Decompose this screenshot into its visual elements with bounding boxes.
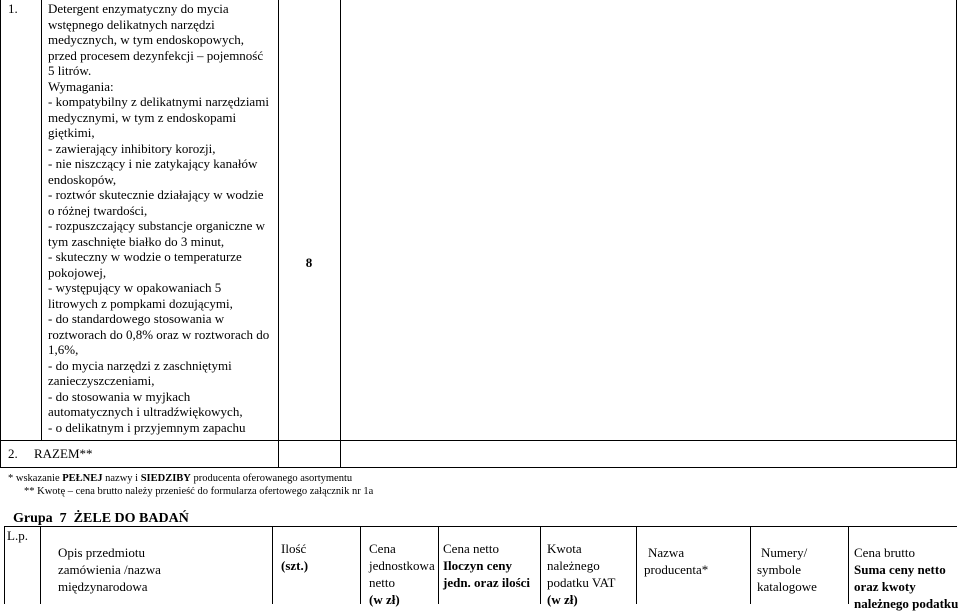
- row2-number: 2.: [8, 446, 18, 461]
- description-line: roztworach do 0,8% oraz w roztworach do: [48, 326, 270, 342]
- footnote-producer: [8, 472, 352, 485]
- header-divider: [540, 526, 541, 604]
- description-line: - nie niszczący i nie zatykający kanałów: [48, 156, 258, 171]
- description-line: - rozpuszczający substancje organiczne w: [48, 218, 266, 233]
- header-lp: L.p.: [7, 528, 28, 543]
- header-net-price: [443, 540, 530, 591]
- description-line: zanieczyszczeniami,: [48, 373, 155, 388]
- header-line: jednostkowa: [369, 558, 435, 573]
- header-line: podatku VAT: [547, 575, 616, 590]
- header-divider: [848, 526, 849, 604]
- description-line: przed procesem dezynfekcji – pojemność: [48, 47, 264, 63]
- description-line: - występujący w opakowaniach 5: [48, 280, 222, 295]
- table-border-right: [956, 0, 957, 468]
- table-divider-quantity: [340, 0, 341, 468]
- description-line: wstępnego delikatnych narzędzi: [48, 16, 215, 32]
- header-table-top-border: [4, 526, 957, 527]
- description-line: - zawierający inhibitory korozji,: [48, 140, 216, 156]
- header-line: należnego: [547, 558, 600, 573]
- header-line: oraz kwoty: [854, 579, 916, 594]
- table-row-separator: [0, 440, 957, 441]
- header-divider: [636, 526, 637, 604]
- header-divider: [40, 526, 41, 604]
- description-line: - kompatybilny z delikatnymi narzędziami: [48, 94, 269, 109]
- header-line: należnego podatku: [854, 596, 959, 611]
- footnote-amount: ** Kwotę – cena brutto należy przenieść do formularza ofertowego załącznik nr 1a: [24, 486, 374, 497]
- header-vat-amount: [547, 540, 616, 608]
- header-line: Cena: [369, 541, 396, 556]
- header-divider: [750, 526, 751, 604]
- table-divider-number: [41, 0, 42, 440]
- table-bottom-border: [0, 467, 957, 468]
- description-line: - do mycia narzędzi z zaschniętymi: [48, 357, 232, 373]
- footnote-bold: SIEDZIBY: [140, 473, 191, 484]
- header-line: Suma ceny netto: [854, 562, 946, 577]
- header-unit-price: [369, 540, 435, 608]
- header-line: zamówienia /nazwa: [58, 562, 161, 577]
- header-gross-price: [854, 544, 958, 612]
- header-line: jedn. oraz ilości: [443, 575, 531, 590]
- header-producer-name: [644, 544, 708, 578]
- row1-quantity: 8: [305, 255, 313, 270]
- description-line: 1,6%,: [48, 342, 79, 357]
- description-line: o różnej twardości,: [48, 202, 148, 218]
- header-line: Ilość: [281, 541, 307, 556]
- header-line: Numery/: [761, 545, 808, 560]
- header-quantity: [281, 540, 308, 574]
- description-line: medycznych, w tym endoskopowych,: [48, 32, 245, 47]
- description-line: endoskopów,: [48, 171, 117, 187]
- description-line: - do stosowania w myjkach: [48, 388, 191, 404]
- footnote-bold: PEŁNEJ: [62, 473, 103, 484]
- header-line: Cena brutto: [854, 545, 916, 560]
- description-line: - skuteczny w wodzie o temperaturze: [48, 249, 242, 264]
- header-line: Iloczyn ceny: [443, 558, 512, 573]
- header-line: symbole: [757, 562, 802, 577]
- description-line: - do standardowego stosowania w: [48, 311, 225, 326]
- row1-number: 1.: [8, 1, 18, 16]
- header-line: katalogowe: [757, 579, 817, 594]
- table-divider-description: [278, 0, 279, 468]
- description-line: - roztwór skutecznie działający w wodzie: [48, 187, 264, 202]
- description-line: automatycznych i ultradźwiękowych,: [48, 404, 243, 419]
- description-line: giętkimi,: [48, 125, 95, 140]
- group-title: Grupa 7 ŻELE DO BADAŃ: [13, 511, 189, 526]
- table-border-left: [0, 0, 1, 468]
- description-line: medycznymi, w tym z endoskopami: [48, 109, 237, 125]
- header-line: (w zł): [547, 592, 578, 607]
- description-line: - o delikatnym i przyjemnym zapachu: [48, 419, 246, 435]
- header-line: producenta*: [644, 562, 709, 577]
- header-divider: [272, 526, 273, 604]
- header-border-left: [4, 526, 5, 604]
- header-description: [58, 544, 161, 595]
- description-line: pokojowej,: [48, 264, 107, 280]
- header-catalog-numbers: [757, 544, 817, 595]
- header-line: Opis przedmiotu: [58, 545, 146, 560]
- description-line: Wymagania:: [48, 78, 114, 94]
- footnote-text: nazwy i: [102, 473, 141, 484]
- description-line: litrowych z pompkami dozującymi,: [48, 295, 233, 311]
- header-line: (szt.): [281, 558, 309, 573]
- header-line: międzynarodowa: [58, 579, 148, 594]
- description-line: tym zaschnięte białko do 3 minut,: [48, 233, 225, 249]
- header-divider: [360, 526, 361, 604]
- footnote-text: producenta oferowanego asortymentu: [190, 473, 353, 484]
- row1-description: [48, 1, 276, 435]
- header-line: Nazwa: [648, 545, 685, 560]
- row2-total-label: RAZEM**: [34, 446, 93, 461]
- header-line: (w zł): [369, 592, 400, 607]
- header-divider: [438, 526, 439, 604]
- footnote-text: * wskazanie: [8, 473, 63, 484]
- description-line: 5 litrów.: [48, 63, 92, 78]
- description-line: Detergent enzymatyczny do mycia: [48, 1, 229, 16]
- header-line: Kwota: [547, 541, 582, 556]
- header-line: Cena netto: [443, 541, 499, 556]
- header-line: netto: [369, 575, 395, 590]
